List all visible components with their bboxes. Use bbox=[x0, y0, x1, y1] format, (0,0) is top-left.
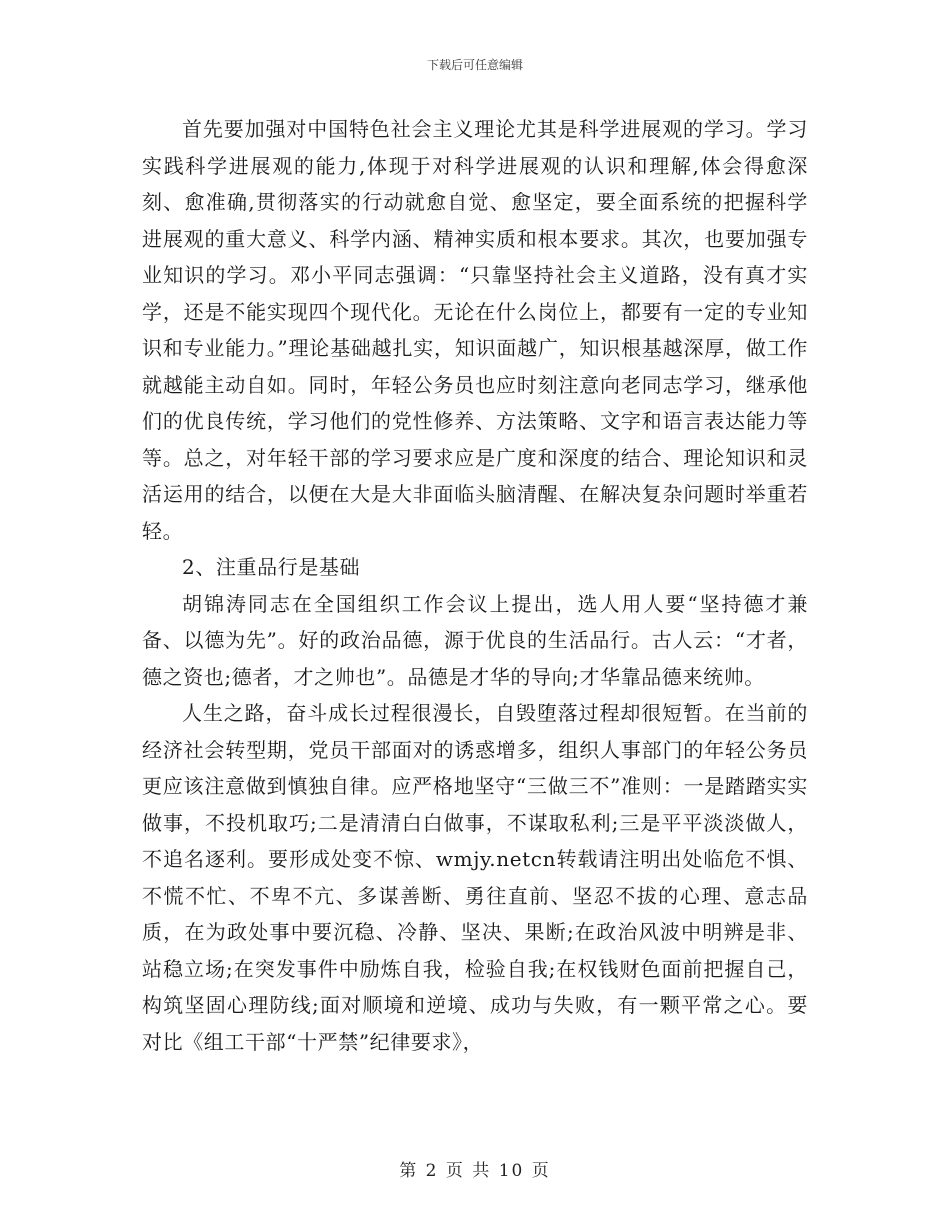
section-heading-character: 2、注重品行是基础 bbox=[182, 555, 361, 579]
body-text bbox=[142, 111, 808, 1060]
page-number: 第 2 页 共 10 页 bbox=[399, 1161, 551, 1181]
page-header: 下载后可任意编辑 bbox=[426, 58, 523, 72]
paragraph-study: 首先要加强对中国特色社会主义理论尤其是科学进展观的学习。学习实践科学进展观的能力,体现于对科学进展观的认识和理解,体会得愈深刻、愈准确,贯彻落实的行动就愈自觉、愈坚定，要全面系统的把握科学进展观的重大意义、科学内涵、精神实质和根本要求。其次，也要加强专业知识的学习。邓小平同志强调：“只靠坚持社会主义道路，没有真才实学，还是不能实现四个现代化。无论在什么岗位上，都要有一定的专业知识和专业能力。”理论基础越扎实，知识面越广，知识根基越深厚，做工作就越能主动自如。同时，年轻公务员也应时刻注意向老同志学习，继承他们的优良传统，学习他们的党性修养、方法策略、文字和语言表达能力等等。总之，对年轻干部的学习要求应是广度和深度的结合、理论知识和灵活运用的结合，以便在大是大非面临头脑清醒、在解决复杂问题时举重若轻。 bbox=[142, 117, 808, 543]
paragraph-self-discipline: 人生之路，奋斗成长过程很漫长，自毁堕落过程却很短暂。在当前的经济社会转型期，党员干部面对的诱惑增多，组织人事部门的年轻公务员更应该注意做到慎独自律。应严格地坚守“三做三不”准则：一是踏踏实实做事，不投机取巧;二是清清白白做事，不谋取私利;三是平平淡淡做人，不追名逐利。要形成处变不惊、wmjy.netcn转载请注明出处临危不惧、不慌不忙、不卑不亢、多谋善断、勇往直前、坚忍不拔的心理、意志品质，在为政处事中要沉稳、冷静、坚决、果断;在政治风波中明辨是非、站稳立场;在突发事件中励炼自我，检验自我;在权钱财色面前把握自己，构筑坚固心理防线;面对顺境和逆境、成功与失败，有一颗平常之心。要对比《组工干部“十严禁”纪律要求》， bbox=[142, 701, 808, 1054]
paragraph-virtue: 胡锦涛同志在全国组织工作会议上提出，选人用人要“坚持德才兼备、以德为先”。好的政治品德，源于优良的生活品行。古人云：“才者，德之资也;德者，才之帅也”。品德是才华的导向;才华靠品德来统帅。 bbox=[142, 591, 808, 689]
